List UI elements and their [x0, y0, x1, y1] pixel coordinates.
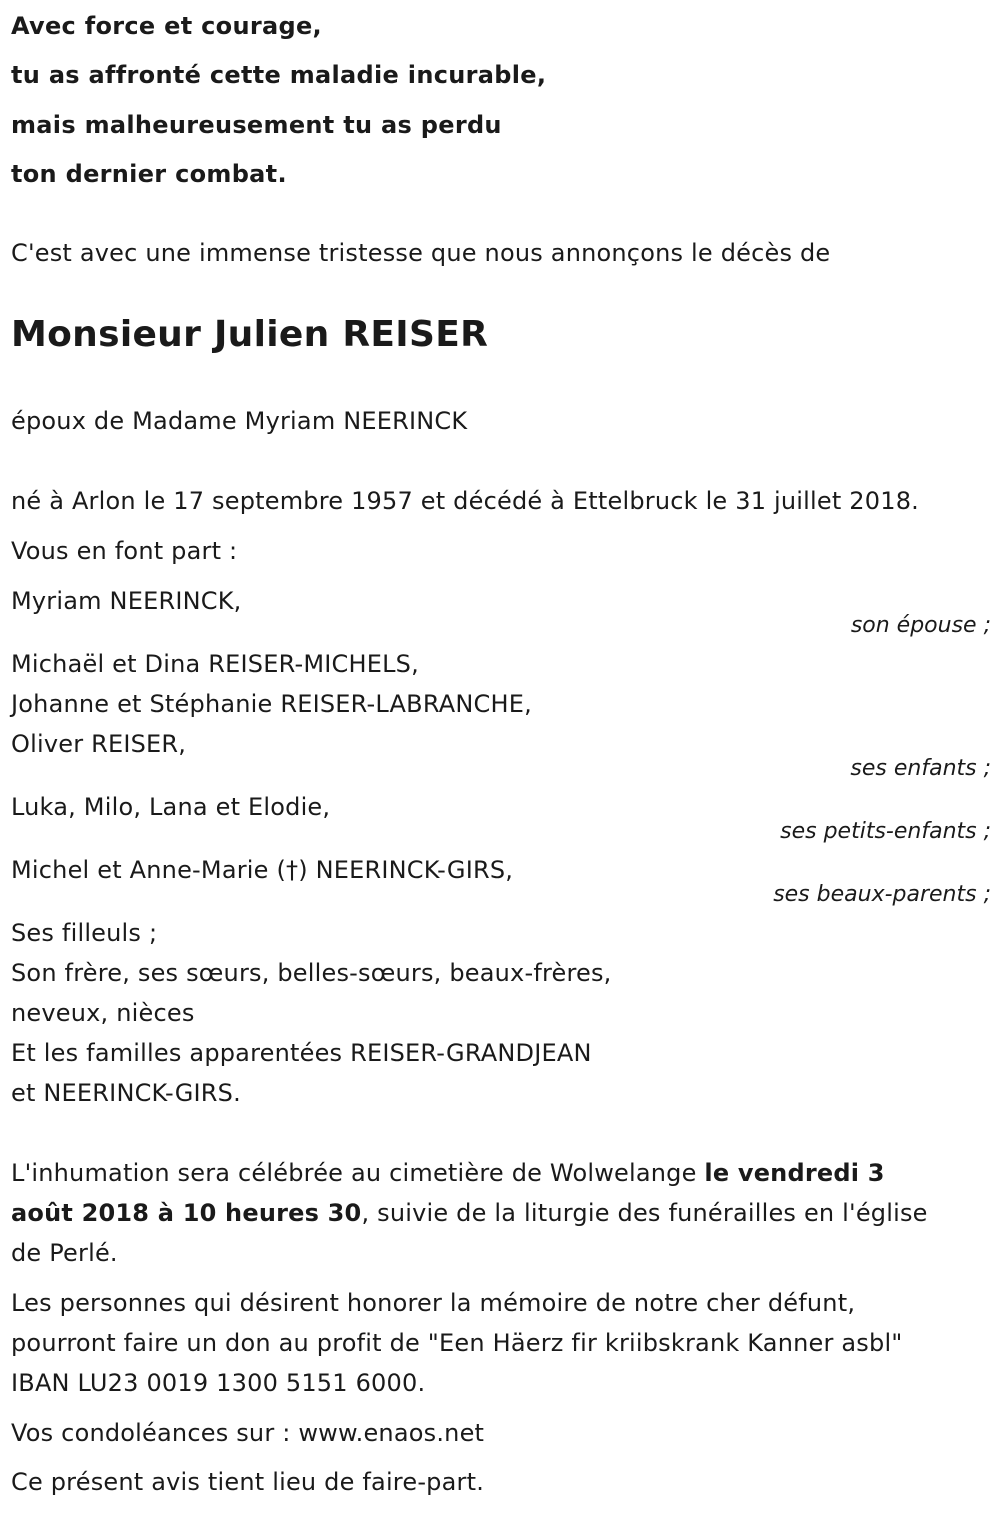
role-parents-in-law: ses beaux-parents ;	[773, 882, 991, 907]
deceased-name: Monsieur Julien REISER	[11, 314, 489, 355]
burial-line-3: de Perlé.	[11, 1239, 118, 1267]
burial-line-2	[11, 1198, 928, 1228]
role-spouse: son épouse ;	[850, 613, 991, 638]
spouse-line: époux de Madame Myriam NEERINCK	[11, 407, 468, 435]
closing-line: Ce présent avis tient lieu de faire-part.	[11, 1468, 485, 1496]
family-other-3: neveux, nièces	[11, 999, 195, 1027]
poem-line-3: mais malheureusement tu as perdu	[11, 111, 502, 139]
family-child-3: Oliver REISER,	[11, 730, 187, 758]
donation-line-1: Les personnes qui désirent honorer la mémoire de notre cher défunt,	[11, 1289, 856, 1317]
burial-line-1-text: L'inhumation sera célébrée au cimetière de Wolwelange	[11, 1159, 705, 1187]
announcement-text: C'est avec une immense tristesse que nous annonçons le décès de	[11, 239, 831, 267]
family-other-4: Et les familles apparentées REISER-GRANDJEAN	[11, 1039, 592, 1067]
family-parents-in-law: Michel et Anne-Marie (†) NEERINCK-GIRS,	[11, 856, 514, 884]
burial-line-1	[11, 1158, 885, 1188]
family-child-2: Johanne et Stéphanie REISER-LABRANCHE,	[11, 690, 532, 718]
burial-date-part-2: août 2018 à 10 heures 30	[11, 1199, 362, 1227]
donation-line-2: pourront faire un don au profit de "Een Häerz fir kriibskrank Kanner asbl"	[11, 1329, 903, 1357]
burial-line-2-text: , suivie de la liturgie des funérailles en l'église	[361, 1199, 928, 1227]
family-child-1: Michaël et Dina REISER-MICHELS,	[11, 650, 419, 678]
family-other-1: Ses filleuls ;	[11, 919, 158, 947]
family-spouse: Myriam NEERINCK,	[11, 587, 242, 615]
poem-line-2: tu as affronté cette maladie incurable,	[11, 61, 547, 89]
poem-line-1: Avec force et courage,	[11, 12, 322, 40]
donation-line-3: IBAN LU23 0019 1300 5151 6000.	[11, 1369, 426, 1397]
birth-death-line: né à Arlon le 17 septembre 1957 et décédé à Ettelbruck le 31 juillet 2018.	[11, 487, 919, 515]
role-children: ses enfants ;	[850, 756, 991, 781]
family-other-5: et NEERINCK-GIRS.	[11, 1079, 241, 1107]
burial-date-part-1: le vendredi 3	[704, 1159, 885, 1187]
poem-line-4: ton dernier combat.	[11, 160, 287, 188]
family-other-2: Son frère, ses sœurs, belles-sœurs, beaux-frères,	[11, 959, 612, 987]
condolences-line: Vos condoléances sur : www.enaos.net	[11, 1419, 485, 1447]
family-grandchildren: Luka, Milo, Lana et Elodie,	[11, 793, 331, 821]
role-grandchildren: ses petits-enfants ;	[780, 819, 991, 844]
vous-en-font-part: Vous en font part :	[11, 537, 238, 565]
